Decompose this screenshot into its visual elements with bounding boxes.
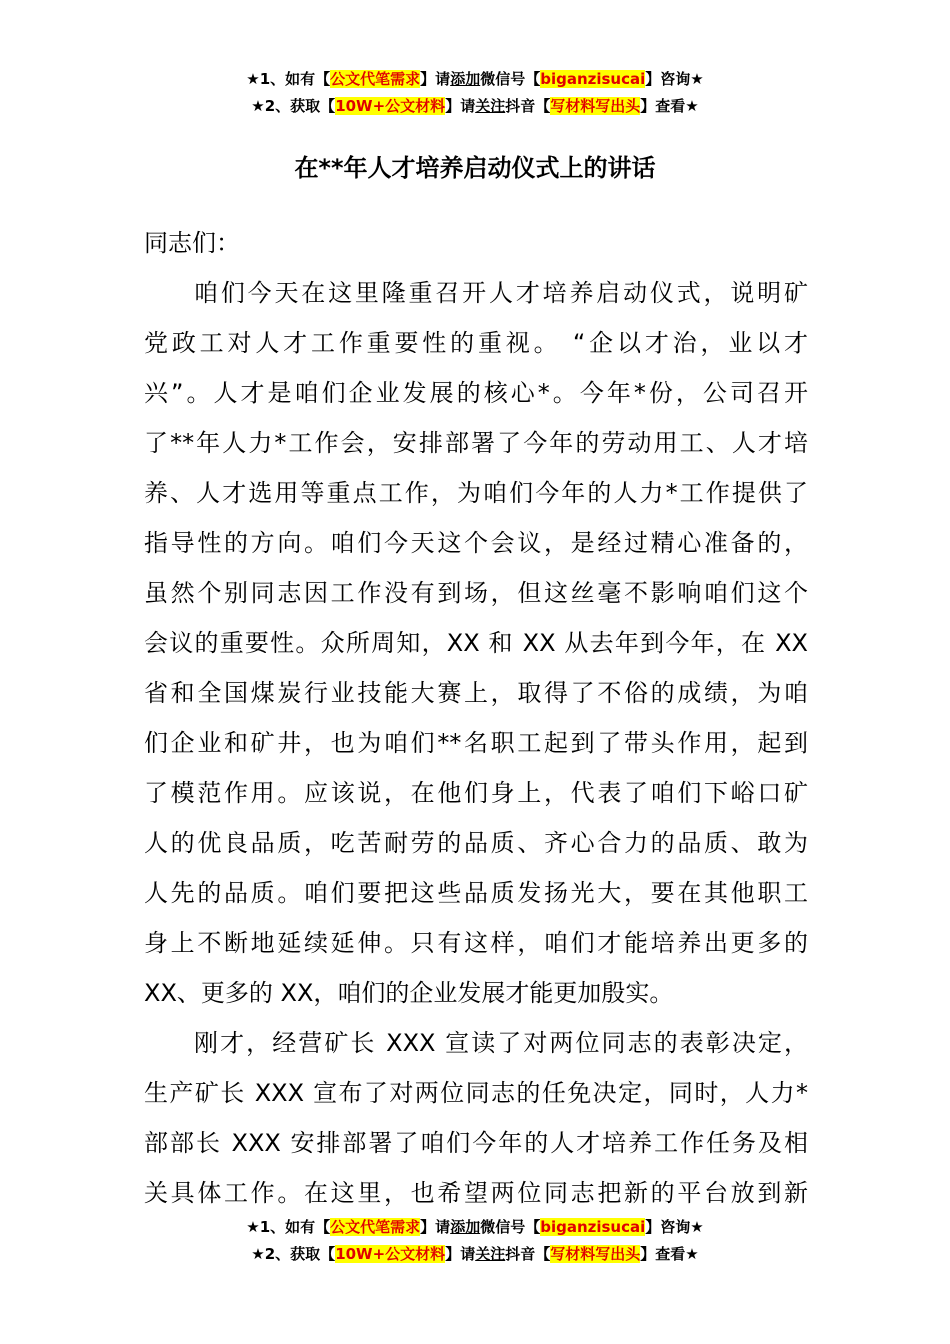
banner-line-1: ★1、如有【公文代笔需求】请添加微信号【biganzisucai】咨询★ [246, 1218, 704, 1236]
salutation: 同志们： [144, 229, 240, 257]
paragraph-line: 生产矿长 XXX 宣布了对两位同志的任免决定，同时，人力* [144, 1079, 808, 1107]
banner-highlight: 公文代笔需求 [330, 1218, 421, 1236]
paragraph-line: 人的优良品质，吃苦耐劳的品质、齐心合力的品质、敢为 [144, 829, 808, 857]
footer-banner [0, 1214, 950, 1268]
paragraph-line: 咱们今天在这里隆重召开人才培养启动仪式，说明矿 [194, 279, 808, 307]
paragraph-line: 关具体工作。在这里，也希望两位同志把新的平台放到新 [144, 1179, 808, 1207]
banner-highlight: biganzisucai [540, 70, 646, 88]
paragraph-line: 省和全国煤炭行业技能大赛上，取得了不俗的成绩，为咱 [144, 679, 808, 707]
banner-highlight: 10W+公文材料 [335, 97, 446, 115]
paragraph-line: 兴”。人才是咱们企业发展的核心*。今年*份，公司召开 [144, 379, 808, 407]
banner-highlight: 公文代笔需求 [330, 70, 421, 88]
banner-line-2: ★2、获取【10W+公文材料】请关注抖音【写材料写出头】查看★ [251, 1245, 699, 1263]
banner-line-2: ★2、获取【10W+公文材料】请关注抖音【写材料写出头】查看★ [251, 97, 699, 115]
paragraph-line: 虽然个别同志因工作没有到场，但这丝毫不影响咱们这个 [144, 579, 808, 607]
paragraph-line: 党政工对人才工作重要性的重视。 “企以才治，业以才 [144, 329, 808, 357]
banner-highlight: 写材料写出头 [550, 1245, 641, 1263]
banner-highlight: 10W+公文材料 [335, 1245, 446, 1263]
document-body [144, 218, 808, 1218]
paragraph-line: 们企业和矿井，也为咱们**名职工起到了带头作用，起到 [144, 729, 808, 757]
paragraph-line: 指导性的方向。咱们今天这个会议，是经过精心准备的， [144, 529, 808, 557]
document-title: 在**年人才培养启动仪式上的讲话 [294, 154, 656, 182]
paragraph-line: XX、更多的 XX，咱们的企业发展才能更加殷实。 [144, 979, 674, 1007]
paragraph-line: 了模范作用。应该说，在他们身上，代表了咱们下峪口矿 [144, 779, 808, 807]
paragraph-line: 养、人才选用等重点工作，为咱们今年的人力*工作提供了 [144, 479, 808, 507]
paragraph-line: 人先的品质。咱们要把这些品质发扬光大，要在其他职工 [144, 879, 808, 907]
banner-highlight: biganzisucai [540, 1218, 646, 1236]
header-banner [0, 66, 950, 120]
paragraph-line: 会议的重要性。众所周知，XX 和 XX 从去年到今年，在 XX [144, 629, 808, 657]
paragraph-line: 身上不断地延续延伸。只有这样，咱们才能培养出更多的 [144, 929, 808, 957]
paragraph-line: 刚才，经营矿长 XXX 宣读了对两位同志的表彰决定， [194, 1029, 808, 1057]
banner-line-1: ★1、如有【公文代笔需求】请添加微信号【biganzisucai】咨询★ [246, 70, 704, 88]
paragraph-line: 部部长 XXX 安排部署了咱们今年的人才培养工作任务及相 [144, 1129, 808, 1157]
banner-highlight: 写材料写出头 [550, 97, 641, 115]
paragraph-line: 了**年人力*工作会，安排部署了今年的劳动用工、人才培 [144, 429, 808, 457]
